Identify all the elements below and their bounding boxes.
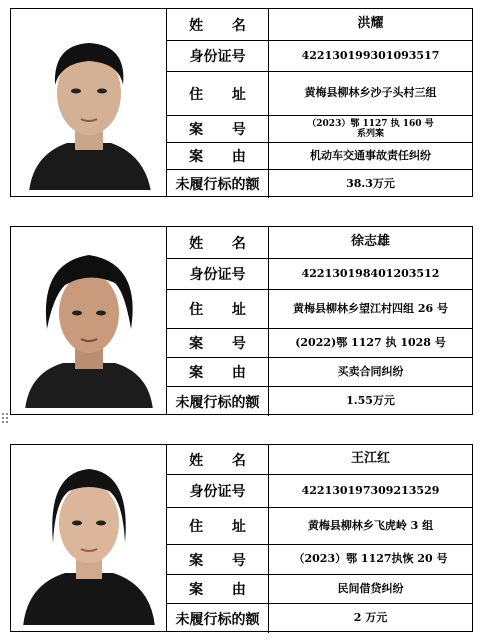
record-card-2 bbox=[10, 226, 473, 415]
row-amount bbox=[167, 386, 472, 416]
case-no-line2: 系列案 bbox=[356, 129, 384, 139]
label-name: 姓 名 bbox=[167, 227, 269, 258]
row-amount bbox=[167, 169, 472, 198]
label-cause: 案 由 bbox=[167, 575, 269, 603]
label-cause: 案 由 bbox=[167, 143, 269, 169]
label-amount: 未履行标的额 bbox=[167, 604, 269, 633]
case-no-line1: （2023）鄂 1127 执 160 号 bbox=[307, 118, 434, 129]
value-name: 王江红 bbox=[350, 451, 390, 467]
record-card-1 bbox=[10, 8, 473, 197]
info-table bbox=[167, 445, 472, 631]
value-address: 黄梅县柳林乡飞虎岭 3 组 bbox=[307, 518, 434, 532]
value-case-no: (2022)鄂 1127 执 1028 号 bbox=[295, 335, 446, 349]
row-name bbox=[167, 9, 472, 40]
row-case-no bbox=[167, 544, 472, 574]
person-photo bbox=[19, 451, 158, 625]
value-id: 422130199301093517 bbox=[301, 48, 440, 62]
drag-handle-icon[interactable] bbox=[2, 413, 10, 425]
label-name: 姓 名 bbox=[167, 9, 269, 40]
value-cause: 买卖合同纠纷 bbox=[337, 364, 404, 378]
label-case-no: 案 号 bbox=[167, 116, 269, 142]
row-address bbox=[167, 71, 472, 115]
label-address: 住 址 bbox=[167, 508, 269, 544]
value-amount: 38.3万元 bbox=[346, 176, 395, 190]
row-id bbox=[167, 474, 472, 507]
row-name bbox=[167, 445, 472, 474]
value-cause: 民间借贷纠纷 bbox=[337, 581, 404, 595]
label-address: 住 址 bbox=[167, 290, 269, 328]
row-address bbox=[167, 289, 472, 328]
value-id: 422130198401203512 bbox=[301, 266, 440, 280]
row-amount bbox=[167, 603, 472, 633]
label-name: 姓 名 bbox=[167, 445, 269, 474]
label-case-no: 案 号 bbox=[167, 329, 269, 357]
value-name: 洪耀 bbox=[357, 16, 384, 32]
person-photo bbox=[19, 233, 158, 408]
value-address: 黄梅县柳林乡望江村四组 26 号 bbox=[293, 301, 448, 315]
value-id: 422130197309213529 bbox=[301, 483, 440, 497]
record-card-3 bbox=[10, 444, 473, 632]
row-case-no bbox=[167, 115, 472, 142]
label-amount: 未履行标的额 bbox=[167, 170, 269, 198]
label-case-no: 案 号 bbox=[167, 545, 269, 574]
info-table bbox=[167, 227, 472, 414]
photo-cell bbox=[11, 9, 167, 196]
row-cause bbox=[167, 574, 472, 603]
value-address: 黄梅县柳林乡沙子头村三组 bbox=[304, 86, 437, 100]
row-case-no bbox=[167, 328, 472, 357]
label-id: 身份证号 bbox=[167, 41, 269, 71]
row-cause bbox=[167, 142, 472, 169]
person-photo bbox=[19, 15, 158, 190]
row-id bbox=[167, 40, 472, 71]
row-cause bbox=[167, 357, 472, 386]
label-cause: 案 由 bbox=[167, 358, 269, 386]
value-cause: 机动车交通事故责任纠纷 bbox=[310, 148, 431, 162]
photo-cell bbox=[11, 445, 167, 631]
row-id bbox=[167, 258, 472, 289]
row-name bbox=[167, 227, 472, 258]
value-case-no: （2023）鄂 1127执恢 20 号 bbox=[293, 552, 448, 566]
label-id: 身份证号 bbox=[167, 259, 269, 289]
label-id: 身份证号 bbox=[167, 475, 269, 507]
info-table bbox=[167, 9, 472, 196]
label-address: 住 址 bbox=[167, 72, 269, 115]
value-case-no bbox=[269, 116, 472, 142]
label-amount: 未履行标的额 bbox=[167, 387, 269, 416]
photo-cell bbox=[11, 227, 167, 414]
row-address bbox=[167, 507, 472, 544]
value-amount: 2 万元 bbox=[353, 611, 388, 625]
value-amount: 1.55万元 bbox=[346, 394, 395, 408]
value-name: 徐志雄 bbox=[350, 234, 390, 250]
